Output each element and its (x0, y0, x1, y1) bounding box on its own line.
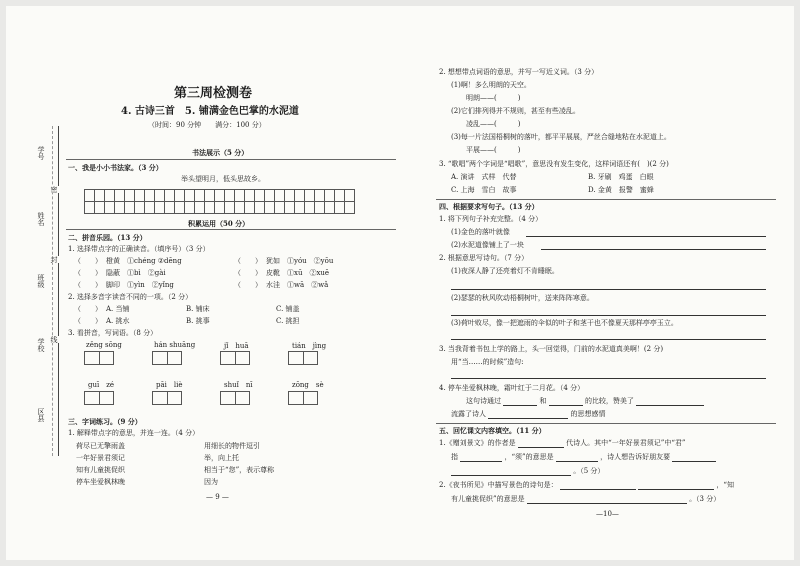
r1-answer[interactable]: 凌乱——( ) (466, 120, 521, 128)
exam-meta: （时间：90 分钟 满分：100 分） (148, 121, 266, 129)
answer-blank[interactable] (451, 468, 571, 476)
r3-stem: 1. 将下列句子补充完整。（4 分） (439, 215, 543, 223)
r8-text: 有儿童挑促织”的意思是 (451, 495, 525, 503)
pinyin: zōng sè (292, 381, 324, 389)
page-title: 第三周检测卷 (174, 86, 253, 101)
q2-blank[interactable]: （ ） (74, 305, 102, 313)
writing-box[interactable] (288, 351, 318, 365)
r7-text: 1.《赠刘景文》的作者是 (439, 439, 516, 447)
writing-box[interactable] (152, 391, 182, 405)
pinyin: tián jìng (292, 342, 327, 350)
r7-line3 (451, 467, 604, 476)
calligraphy-text: 举头望明月，低头思故乡。 (181, 175, 265, 183)
match-right[interactable]: 因为 (204, 478, 218, 486)
r2-stem: 3. “歌唱”两个字词是“唱歌”，意思没有发生变化，这样词语还有( )(2 分) (439, 160, 669, 168)
r4-c: (3)荷叶败尽，像一把遮雨的伞似的叶子和茎干也不像夏天那样亭亭玉立。 (451, 319, 678, 327)
r4-b: (2)瑟瑟的秋风吹动梧桐树叶，送来阵阵寒意。 (451, 294, 594, 302)
side-label-xuehao: 学号 (37, 146, 45, 160)
answer-blank[interactable] (549, 398, 583, 406)
answer-blank[interactable] (518, 440, 564, 448)
answer-line[interactable] (451, 339, 766, 340)
lesson-subtitle: 4. 古诗三首 5. 铺满金色巴掌的水泥道 (121, 106, 299, 117)
r6-line2 (451, 410, 605, 419)
q4-stem: 1. 解释带点字的意思，并连一连。（4 分） (68, 429, 200, 437)
q1-item: 水洼 ①wā ②wǎ (266, 281, 329, 289)
answer-blank[interactable] (560, 482, 636, 490)
worksheet-spread (6, 6, 794, 560)
q1-blank[interactable]: （ ） (74, 281, 102, 289)
r7-line1 (439, 439, 685, 448)
q2-blank[interactable]: （ ） (74, 317, 102, 325)
q1-item: 皮靴 ①xū ②xuē (266, 269, 330, 277)
r4-stem: 2. 根据意思写诗句。（7 分） (439, 254, 529, 262)
answer-blank[interactable] (503, 398, 537, 406)
q2-option: B. 铺床 (186, 305, 210, 313)
q1-item: 脚印 ①yìn ②yǐng (106, 281, 174, 289)
match-left[interactable]: 荷尽已无擎雨盖 (76, 442, 125, 450)
side-label-school: 学校 (37, 338, 45, 352)
divider (436, 199, 776, 200)
r6-text: 的思想感情 (570, 410, 606, 418)
writing-box[interactable] (152, 351, 182, 365)
match-right[interactable]: 相当于“您”，表示尊称 (204, 466, 275, 474)
side-label-district: 区县 (37, 408, 45, 422)
q2-stem: 2. 选择多音字读音不同的一项。（2 分） (68, 293, 193, 301)
answer-blank[interactable] (638, 482, 714, 490)
pinyin: zěng sōng (86, 341, 122, 349)
section-4-heading: 四、根据要求写句子。（13 分） (439, 202, 539, 211)
writing-box[interactable] (84, 351, 114, 365)
r6-text: 和 (539, 397, 547, 405)
r7-text: ，诗人想告诉好朋友要 (600, 453, 671, 461)
r2-option[interactable]: C. 上海 雪白 故事 (451, 186, 517, 194)
r8-line1 (439, 481, 734, 490)
calligraphy-grid-row2[interactable] (84, 201, 354, 214)
seal-mark-xian: 线 (50, 336, 58, 343)
pinyin: shuǐ nī (224, 381, 253, 389)
q2-option: C. 挑担 (276, 317, 300, 325)
divider (66, 159, 396, 160)
section-accumulation: 积累运用（50 分） (188, 219, 250, 228)
answer-blank[interactable] (672, 454, 716, 462)
answer-blank[interactable] (488, 411, 568, 419)
pinyin: jǐ huā (224, 342, 249, 350)
r1-sentence: (1)啊！多么明朗的天空。 (451, 81, 531, 89)
answer-blank[interactable] (527, 496, 687, 504)
q1-item: 隐蔽 ①bì ②gài (106, 269, 166, 277)
r7-text: ，“须”的意思是 (504, 453, 554, 461)
section-3-heading: 三、字词练习。（9 分） (68, 417, 142, 426)
fold-line (52, 126, 53, 456)
writing-box[interactable] (84, 391, 114, 405)
r3-a: (1)金色的落叶就像 (451, 228, 510, 236)
answer-line[interactable] (541, 249, 766, 250)
r1-answer[interactable]: 平展——( ) (466, 146, 521, 154)
r6-line1 (466, 397, 704, 406)
q2-option: C. 铺盖 (276, 305, 300, 313)
side-label-name: 姓名 (37, 212, 45, 226)
r1-sentence: (2)它们排列得并不规则，甚至有些凌乱。 (451, 107, 580, 115)
seal-mark-mi: 密 (50, 186, 58, 193)
q1-blank[interactable]: （ ） (234, 281, 262, 289)
q2-option: A. 挑水 (106, 317, 130, 325)
q3-stem: 3. 看拼音，写词语。（8 分） (68, 329, 158, 337)
match-left[interactable]: 停车坐爱枫林晚 (76, 478, 125, 486)
pinyin: hán shuāng (154, 341, 196, 349)
r5-stem: 3. 当我背着书包上学的路上，头一回觉得，门前的水泥道真美啊！(2 分) (439, 345, 664, 353)
match-right[interactable]: 用细长的物件逗引 (204, 442, 260, 450)
r6-stem: 4. 停车坐爱枫林晚，霜叶红于二月花。（4 分） (439, 384, 585, 392)
r5-prompt: 用“当……的时候”造句: (451, 358, 524, 366)
pinyin: pāi liè (156, 381, 183, 389)
answer-line[interactable] (451, 315, 766, 316)
answer-line[interactable] (451, 289, 766, 290)
r7-text: 指 (451, 453, 458, 461)
binding-line (58, 126, 59, 456)
r1-stem: 2. 想想带点词语的意思，并写一写近义词。（3 分） (439, 68, 599, 76)
q1-blank[interactable]: （ ） (234, 257, 262, 265)
answer-blank[interactable] (460, 454, 502, 462)
answer-line[interactable] (451, 378, 766, 379)
r7-text: 代诗人。其中“一年好景君须记”中“君” (566, 439, 686, 447)
page-number-left: — 9 — (206, 493, 229, 501)
q1-stem: 1. 选择带点字的正确读音。（填序号）（3 分） (68, 245, 210, 253)
r2-option[interactable]: D. 金黄 报警 蜜蜂 (588, 186, 654, 194)
q2-option: B. 挑事 (186, 317, 210, 325)
section-1-heading: 一、我是小小书法家。（3 分） (68, 163, 163, 172)
q1-blank[interactable]: （ ） (234, 269, 262, 277)
r4-a: (1)夜深人静了还亮着灯不肯睡眠。 (451, 267, 559, 275)
page-number-right: —10— (596, 510, 619, 518)
pinyin: guī zé (88, 381, 115, 389)
r7-text: 。（5 分） (573, 467, 605, 475)
r7-line2 (451, 453, 716, 462)
divider (436, 423, 776, 424)
r1-sentence: (3)每一片法国梧桐树的落叶，都平平展展，严丝合缝地粘在水泥道上。 (451, 133, 671, 141)
r8-text: 2.《夜书所见》中描写景色的诗句是： (439, 481, 558, 489)
match-right[interactable]: 举，向上托 (204, 454, 239, 462)
r3-b: (2)水泥道像铺上了一块 (451, 241, 524, 249)
q1-blank[interactable]: （ ） (74, 269, 102, 277)
r6-text: 流露了诗人 (451, 410, 486, 418)
r1-answer[interactable]: 明朗——( ) (466, 94, 521, 102)
r2-option[interactable]: A. 演讲 式样 代替 (451, 173, 517, 181)
section-2-heading: 二、拼音乐园。（13 分） (68, 233, 147, 242)
match-left[interactable]: 知有儿童挑促织 (76, 466, 125, 474)
r2-option[interactable]: B. 牙刷 鸡蛋 白眼 (588, 173, 654, 181)
r8-text: 。（3 分） (689, 495, 721, 503)
answer-line[interactable] (526, 236, 766, 237)
side-label-class: 班级 (37, 274, 45, 288)
r6-text: 这句诗通过 (466, 397, 501, 405)
r8-text: ，“知 (716, 481, 734, 489)
r8-line2 (451, 495, 720, 504)
answer-blank[interactable] (636, 398, 704, 406)
section-calligraphy: 书法展示（5 分） (192, 148, 249, 157)
writing-box[interactable] (220, 391, 250, 405)
writing-box[interactable] (288, 391, 318, 405)
writing-box[interactable] (220, 351, 250, 365)
match-left[interactable]: 一年好景君须记 (76, 454, 125, 462)
q1-item: 橙黄 ①chéng ②dēng (106, 257, 182, 265)
answer-blank[interactable] (556, 454, 598, 462)
section-5-heading: 五、回忆课文内容填空。（11 分） (439, 426, 546, 435)
q1-item: 犹如 ①yóu ②yōu (266, 257, 334, 265)
q2-option: A. 当铺 (106, 305, 130, 313)
seal-mark-feng: 封 (50, 256, 58, 263)
divider (66, 229, 396, 230)
r6-text: 的比较，赞美了 (584, 397, 634, 405)
q1-blank[interactable]: （ ） (74, 257, 102, 265)
